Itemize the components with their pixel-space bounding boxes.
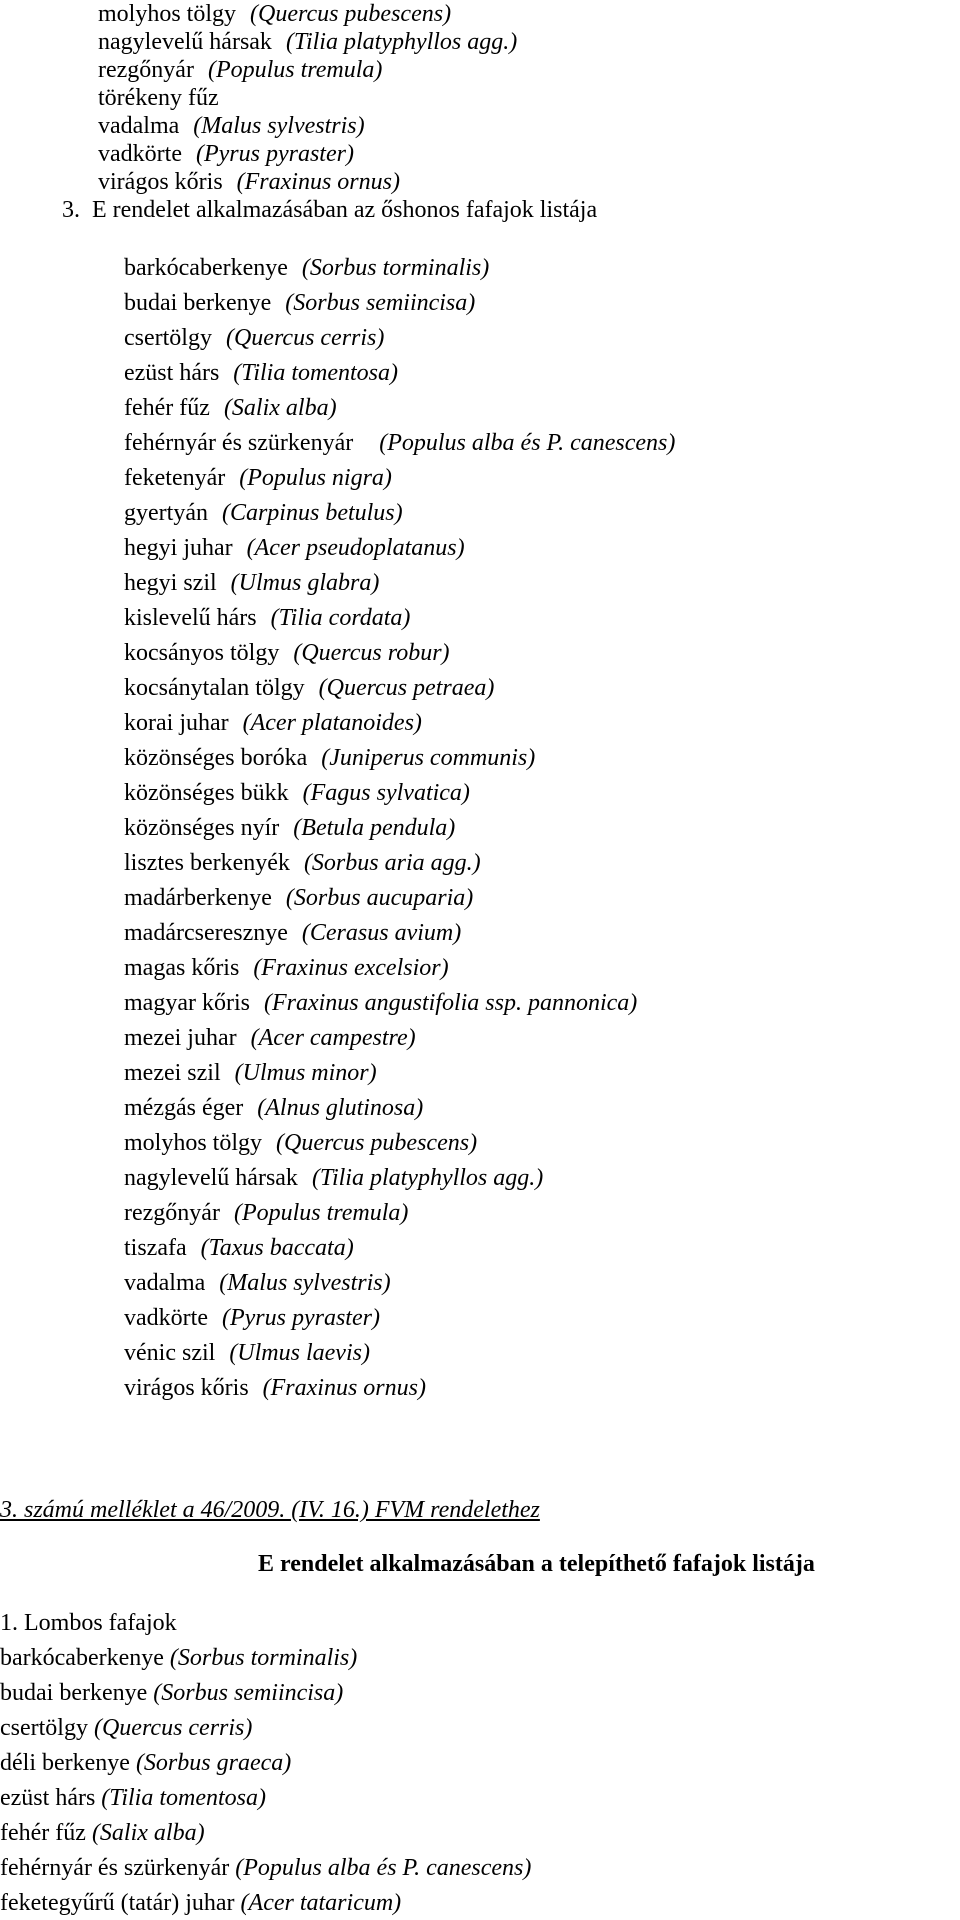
annex-title: E rendelet alkalmazásában a telepíthető fafajok listája <box>258 1551 815 1577</box>
list-item <box>124 709 422 737</box>
species-name: molyhos tölgy <box>98 1 237 27</box>
species-name: feketegyűrű (tatár) juhar <box>0 1890 235 1916</box>
latin-name: (Sorbus torminalis) <box>301 255 490 281</box>
species-name: kocsánytalan tölgy <box>124 675 305 701</box>
list-item <box>98 56 382 84</box>
species-name: virágos kőris <box>98 169 223 195</box>
latin-name: (Pyrus pyraster) <box>221 1305 380 1331</box>
list-item <box>124 1129 477 1157</box>
list-item <box>124 499 403 527</box>
latin-name: (Sorbus torminalis) <box>169 1645 358 1671</box>
list-item <box>124 1339 370 1367</box>
list-item <box>124 1024 416 1052</box>
latin-name: (Sorbus aria agg.) <box>303 850 481 876</box>
list-item <box>124 464 392 492</box>
species-name: rezgőnyár <box>98 57 194 83</box>
latin-name: (Quercus cerris) <box>225 325 385 351</box>
list-item <box>124 569 379 597</box>
latin-name: (Acer pseudoplatanus) <box>246 535 465 561</box>
list-item <box>124 814 455 842</box>
list-item <box>124 989 637 1017</box>
species-name: kislevelű hárs <box>124 605 257 631</box>
species-name: molyhos tölgy <box>124 1130 263 1156</box>
list-item <box>124 359 398 387</box>
list-item <box>0 1784 266 1812</box>
section-number: 3. <box>62 197 80 223</box>
species-name: déli berkenye <box>0 1750 130 1776</box>
species-name: csertölgy <box>0 1715 88 1741</box>
species-name: vadkörte <box>98 141 182 167</box>
latin-name: (Pyrus pyraster) <box>195 141 354 167</box>
list-item <box>98 28 517 56</box>
species-name: madárcseresznye <box>124 920 288 946</box>
list-item <box>124 394 337 422</box>
latin-name: (Populus tremula) <box>207 57 383 83</box>
list-item <box>0 1889 401 1917</box>
list-item <box>124 1269 391 1297</box>
latin-name: (Fagus sylvatica) <box>302 780 470 806</box>
species-name: rezgőnyár <box>124 1200 220 1226</box>
latin-name: (Salix alba) <box>223 395 337 421</box>
species-name: hegyi szil <box>124 570 217 596</box>
species-name: nagylevelű hársak <box>124 1165 298 1191</box>
list-item <box>124 429 675 457</box>
latin-name: (Tilia cordata) <box>270 605 411 631</box>
species-name: magas kőris <box>124 955 240 981</box>
species-name: mézgás éger <box>124 1095 244 1121</box>
latin-name: (Fraxinus ornus) <box>262 1375 426 1401</box>
latin-name: (Carpinus betulus) <box>221 500 403 526</box>
species-name: mezei szil <box>124 1060 221 1086</box>
latin-name: (Salix alba) <box>91 1820 205 1846</box>
list-item <box>124 1059 377 1087</box>
species-name: kocsányos tölgy <box>124 640 280 666</box>
species-name: fehér fűz <box>0 1820 86 1846</box>
species-name: tiszafa <box>124 1235 187 1261</box>
species-name: fehérnyár és szürkenyár <box>124 430 354 456</box>
list-item <box>124 674 494 702</box>
species-name: közönséges boróka <box>124 745 308 771</box>
list-item <box>124 919 461 947</box>
list-item <box>0 1679 343 1707</box>
list-item <box>124 1164 543 1192</box>
latin-name: (Quercus petraea) <box>318 675 495 701</box>
list-item <box>124 1094 423 1122</box>
latin-name: (Quercus pubescens) <box>276 1130 478 1156</box>
species-name: korai juhar <box>124 710 229 736</box>
list-item <box>124 534 465 562</box>
list-item <box>98 140 354 168</box>
section-3-heading <box>62 196 597 224</box>
latin-name: (Juniperus communis) <box>321 745 536 771</box>
list-item <box>124 1374 426 1402</box>
latin-name: (Populus nigra) <box>239 465 392 491</box>
list-item <box>124 779 470 807</box>
species-name: vadalma <box>124 1270 206 1296</box>
species-name: vadalma <box>98 113 180 139</box>
latin-name: (Taxus baccata) <box>200 1235 354 1261</box>
latin-name: (Fraxinus angustifolia ssp. pannonica) <box>263 990 638 1016</box>
latin-name: (Quercus robur) <box>293 640 450 666</box>
list-item <box>98 0 451 28</box>
latin-name: (Tilia platyphyllos agg.) <box>285 29 518 55</box>
list-item <box>98 168 400 196</box>
latin-name: (Populus tremula) <box>233 1200 409 1226</box>
species-name: törékeny fűz <box>98 85 219 111</box>
species-name: csertölgy <box>124 325 212 351</box>
latin-name: (Tilia tomentosa) <box>233 360 398 386</box>
list-item <box>0 1714 252 1742</box>
latin-name: (Populus alba és P. canescens) <box>235 1855 532 1881</box>
list-item <box>124 254 489 282</box>
species-name: közönséges nyír <box>124 815 280 841</box>
species-name: budai berkenye <box>124 290 272 316</box>
species-name: lisztes berkenyék <box>124 850 290 876</box>
latin-name: (Ulmus laevis) <box>229 1340 370 1366</box>
list-item <box>124 744 535 772</box>
latin-name: (Acer platanoides) <box>242 710 422 736</box>
latin-name: (Cerasus avium) <box>301 920 462 946</box>
latin-name: (Quercus cerris) <box>93 1715 253 1741</box>
species-name: gyertyán <box>124 500 208 526</box>
annex-heading <box>0 1496 540 1524</box>
list-item <box>124 954 449 982</box>
latin-name: (Acer campestre) <box>250 1025 416 1051</box>
latin-name: (Alnus glutinosa) <box>257 1095 424 1121</box>
list-item <box>98 112 365 140</box>
species-name: vénic szil <box>124 1340 216 1366</box>
latin-name: (Malus sylvestris) <box>193 113 365 139</box>
species-name: mezei juhar <box>124 1025 237 1051</box>
latin-name: (Sorbus graeca) <box>135 1750 292 1776</box>
latin-name: (Ulmus glabra) <box>230 570 380 596</box>
species-name: barkócaberkenye <box>124 255 288 281</box>
list-item <box>124 1199 408 1227</box>
list-item <box>124 849 481 877</box>
latin-name: (Sorbus aucuparia) <box>285 885 474 911</box>
species-name: ezüst hárs <box>0 1785 96 1811</box>
list-item <box>124 289 475 317</box>
latin-name: (Tilia tomentosa) <box>101 1785 266 1811</box>
latin-name: (Malus sylvestris) <box>219 1270 391 1296</box>
list-item <box>124 324 384 352</box>
species-name: virágos kőris <box>124 1375 249 1401</box>
latin-name: (Acer tataricum) <box>240 1890 402 1916</box>
species-name: közönséges bükk <box>124 780 289 806</box>
list-item <box>0 1854 531 1882</box>
latin-name: (Sorbus semiincisa) <box>153 1680 344 1706</box>
list-item <box>0 1819 205 1847</box>
species-name: budai berkenye <box>0 1680 148 1706</box>
latin-name: (Tilia platyphyllos agg.) <box>311 1165 544 1191</box>
latin-name: (Fraxinus ornus) <box>236 169 400 195</box>
latin-name: (Betula pendula) <box>293 815 456 841</box>
species-name: ezüst hárs <box>124 360 220 386</box>
species-name: magyar kőris <box>124 990 250 1016</box>
list-item <box>124 1234 354 1262</box>
species-name: nagylevelű hársak <box>98 29 272 55</box>
species-name: vadkörte <box>124 1305 208 1331</box>
species-name: madárberkenye <box>124 885 272 911</box>
species-name: fehér fűz <box>124 395 210 421</box>
list-item <box>124 1304 380 1332</box>
lombos-heading: 1. Lombos fafajok <box>0 1610 177 1636</box>
list-item <box>0 1644 357 1672</box>
list-item <box>0 1749 291 1777</box>
list-item <box>98 84 233 112</box>
latin-name: (Sorbus semiincisa) <box>285 290 476 316</box>
latin-name: (Fraxinus excelsior) <box>253 955 449 981</box>
annex-heading-text: 3. számú melléklet a 46/2009. (IV. 16.) FVM rendelethez <box>0 1497 540 1523</box>
species-name: barkócaberkenye <box>0 1645 164 1671</box>
latin-name: (Quercus pubescens) <box>250 1 452 27</box>
latin-name: (Populus alba és P. canescens) <box>379 430 676 456</box>
list-item <box>124 639 450 667</box>
latin-name: (Ulmus minor) <box>234 1060 377 1086</box>
section-title: E rendelet alkalmazásában az őshonos fafajok listája <box>92 197 598 223</box>
list-item <box>124 604 410 632</box>
list-item <box>124 884 473 912</box>
species-name: feketenyár <box>124 465 226 491</box>
species-name: fehérnyár és szürkenyár <box>0 1855 230 1881</box>
species-name: hegyi juhar <box>124 535 233 561</box>
